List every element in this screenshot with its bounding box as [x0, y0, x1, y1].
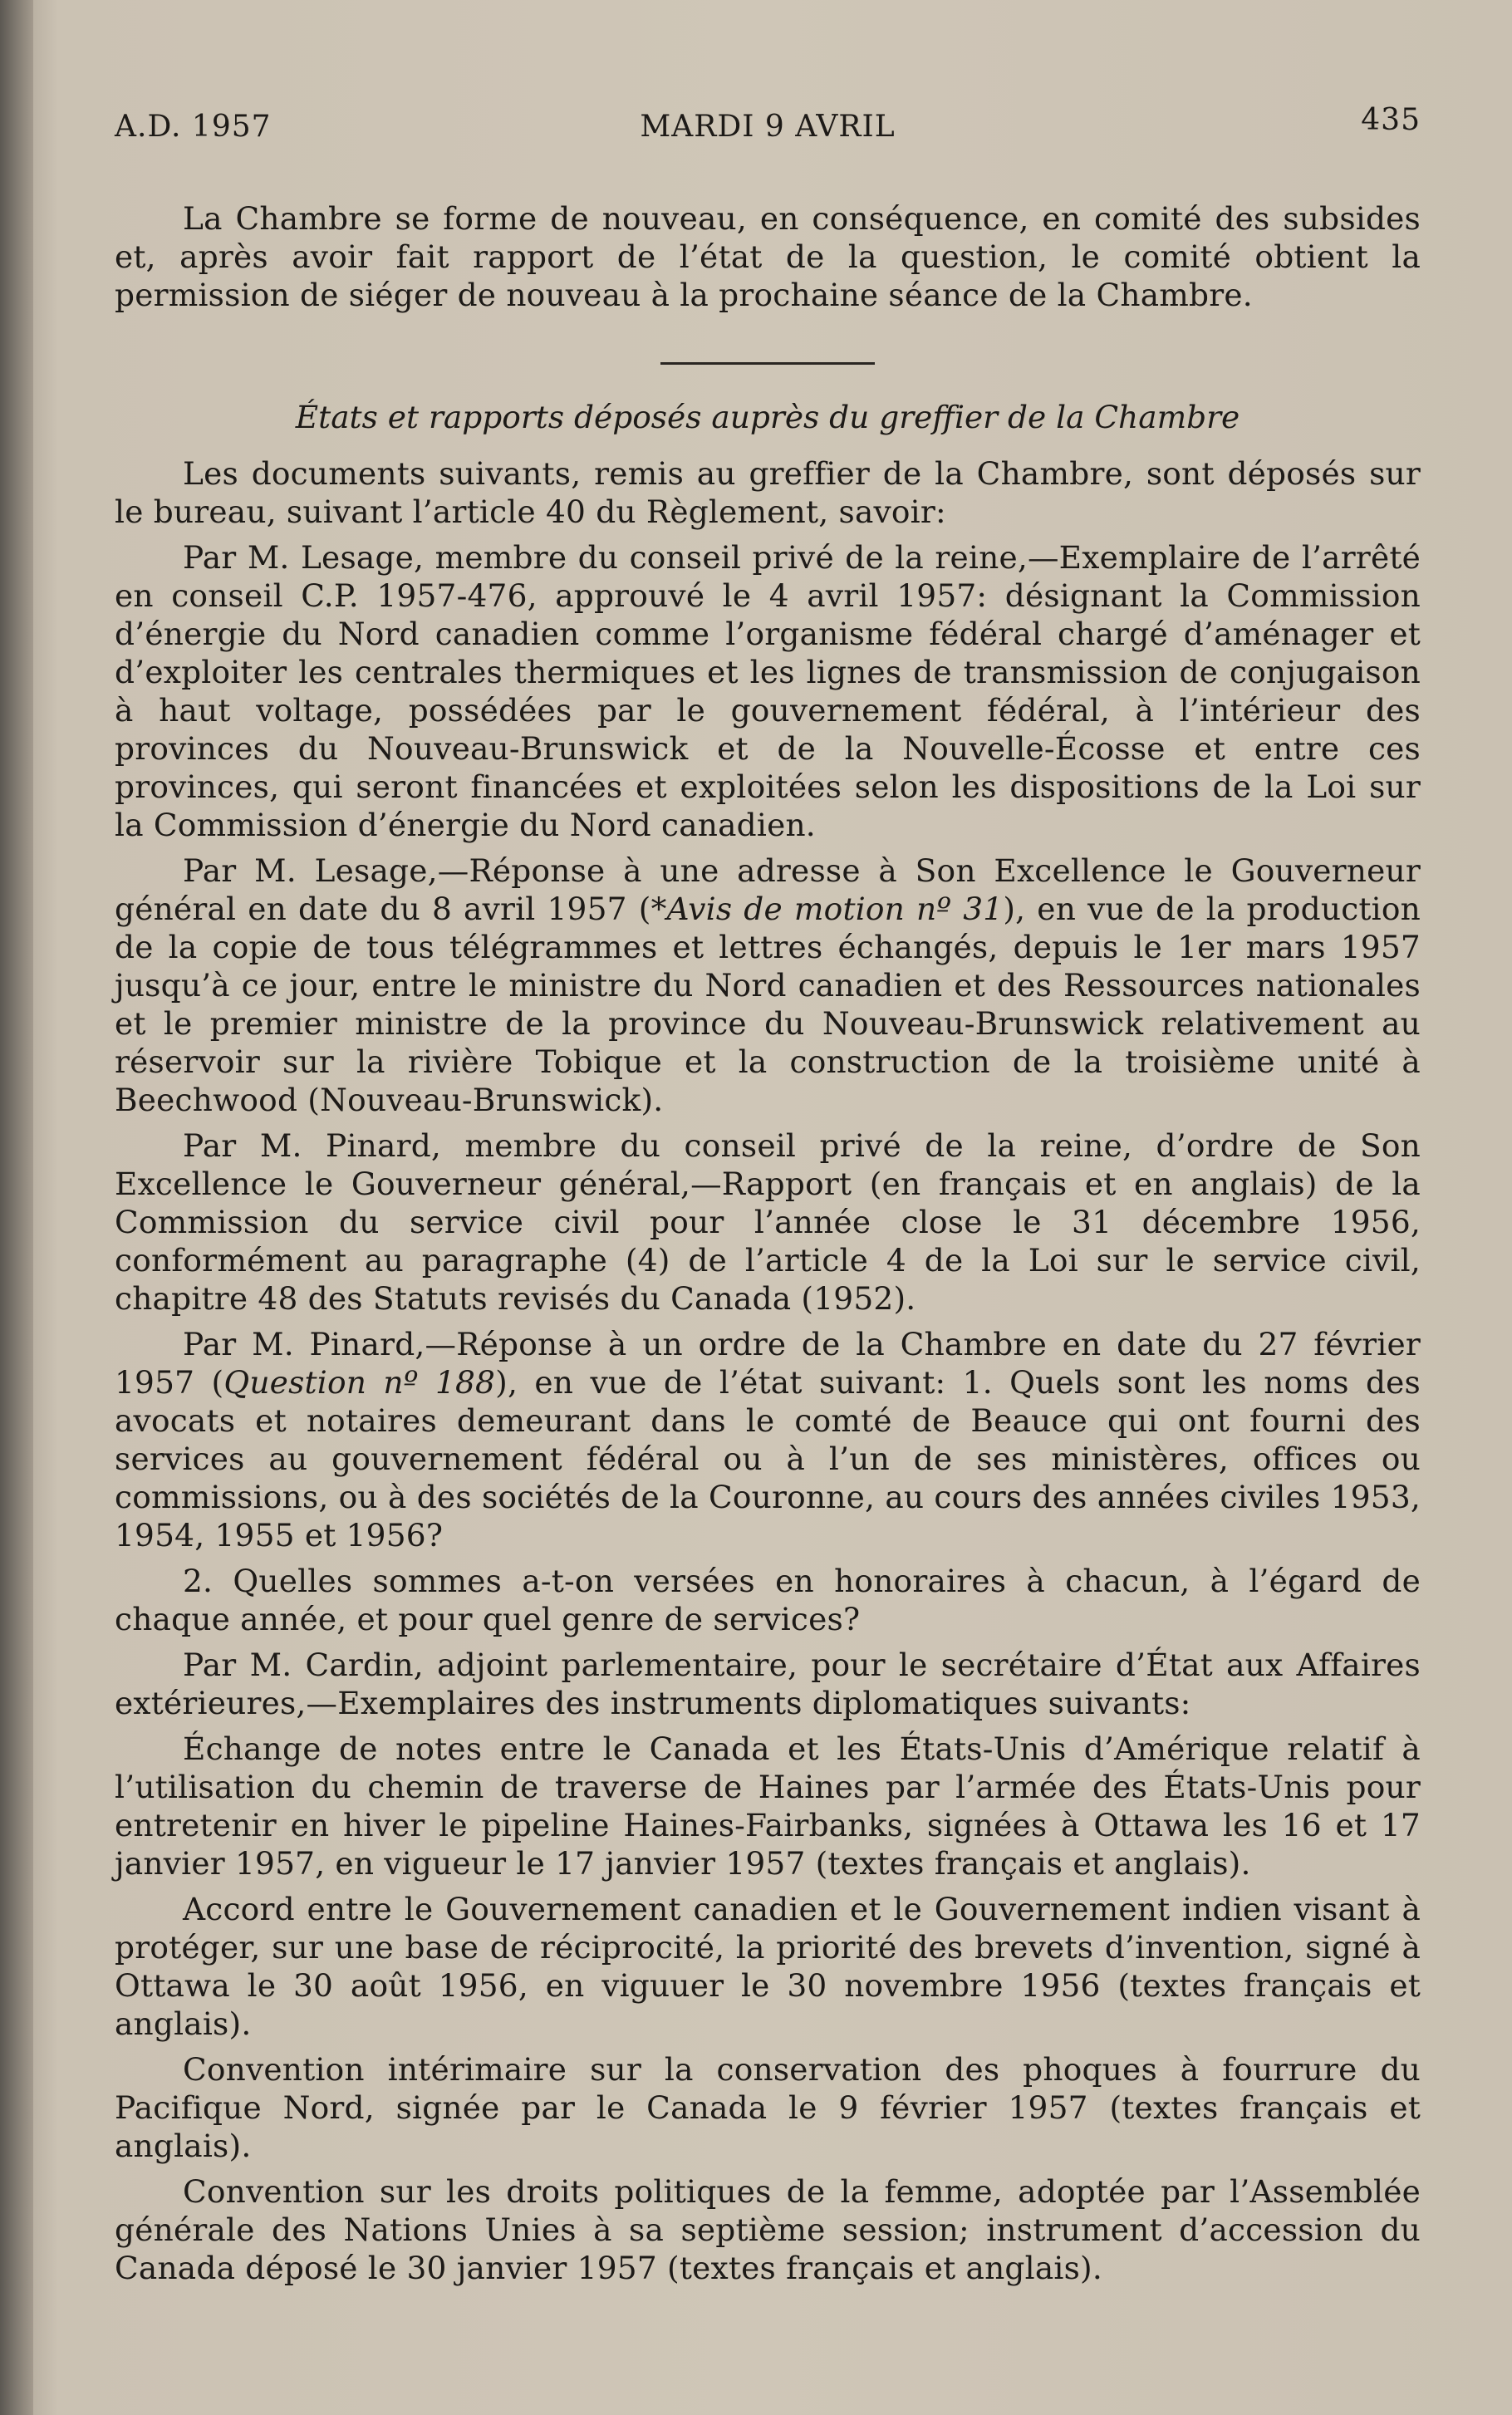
page-number: 435 — [1361, 103, 1421, 137]
header-date: MARDI 9 AVRIL — [640, 110, 896, 144]
book-binding-edge — [0, 0, 33, 2415]
paragraph-cardin: Par M. Cardin, adjoint parlementaire, pour le secrétaire d’État aux Affaires extérieures,—Exemplaires des instruments diplomatiques suivants: — [115, 1647, 1421, 1721]
paragraph-pinard-reponse — [115, 1325, 1421, 1554]
intro-paragraph: La Chambre se forme de nouveau, en conséquence, en comité des subsides et, après avoir fait rapport de l’état de la question, le comité obtient la permission de siéger de nouveau à la prochaine séance de la Chambre. — [115, 200, 1421, 313]
journal-page — [115, 100, 1421, 2287]
section-title: États et rapports déposés auprès du greffier de la Chambre — [295, 399, 1240, 435]
paragraph-documents: Les documents suivants, remis au greffier de la Chambre, sont déposés sur le bureau, suivant l’article 40 du Règlement, savoir: — [115, 455, 1421, 530]
paragraph-convention-phoques: Convention intérimaire sur la conservation des phoques à fourrure du Pacifique Nord, signée par le Canada le 9 février 1957 (textes français et anglais). — [115, 2051, 1421, 2164]
text-span: ), en vue de l’état suivant: 1. Quels sont les noms des avocats et notaires demeurant dans le comté de Beauce qui ont fourni des services au gouvernement fédéral ou à l’un de ses ministères, offices ou commissions, ou à des sociétés de la Couronne, au cours des années civiles 1953, 1954, 1955 et 1956? — [115, 1364, 1421, 1554]
running-head — [115, 100, 1421, 150]
paragraph-convention-femme: Convention sur les droits politiques de la femme, adoptée par l’Assemblée générale des Nations Unies à sa septième session; instrument d’accession du Canada déposé le 30 janvier 1957 (textes français et anglais). — [115, 2173, 1421, 2286]
paragraph-lesage-reponse — [115, 852, 1421, 1119]
italic-reference: Question nº 188 — [223, 1364, 496, 1401]
text-span: ), en vue de la production de la copie de tous télégrammes et lettres échangés, depuis le 1er mars 1957 jusqu’à ce jour, entre le ministre du Nord canadien et des Ressources nationales et le premier ministre de la province du Nouveau-Brunswick relativement au réservoir sur la rivière Tobique et la construction de la troisième unité à Beechwood (Nouveau-Brunswick). — [115, 891, 1421, 1118]
italic-reference: *Avis de motion nº 31 — [650, 891, 1004, 927]
header-year: A.D. 1957 — [115, 110, 272, 144]
paragraph-question-2: 2. Quelles sommes a-t-on versées en honoraires à chacun, à l’égard de chaque année, et pour quel genre de services? — [115, 1563, 1421, 1637]
paragraph-lesage-arrete: Par M. Lesage, membre du conseil privé de la reine,—Exemplaire de l’arrêté en conseil C.P. 1957-476, approuvé le 4 avril 1957: désignant la Commission d’énergie du Nord canadien comme l’organisme fédéral chargé d’aménager et d’exploiter les centrales thermiques et les lignes de transmission de conjugaison à haut voltage, possédées par le gouvernement fédéral, à l’intérieur des provinces du Nouveau-Brunswick et de la Nouvelle-Écosse et entre ces provinces, qui seront financées et exploitées selon les dispositions de la Loi sur la Commission d’énergie du Nord canadien. — [115, 539, 1421, 843]
paragraph-pinard-rapport: Par M. Pinard, membre du conseil privé de la reine, d’ordre de Son Excellence le Gouverneur général,—Rapport (en français et en anglais) de la Commission du service civil pour l’année close le 31 décembre 1956, conformément au paragraphe (4) de l’article 4 de la Loi sur le service civil, chapitre 48 des Statuts revisés du Canada (1952). — [115, 1127, 1421, 1317]
paragraph-echange-notes: Échange de notes entre le Canada et les États-Unis d’Amérique relatif à l’utilisation du chemin de traverse de Haines par l’armée des États-Unis pour entretenir en hiver le pipeline Haines-Fairbanks, signées à Ottawa les 16 et 17 janvier 1957, en vigueur le 17 janvier 1957 (textes français et anglais). — [115, 1730, 1421, 1882]
section-divider — [660, 362, 875, 365]
text-span: Par M. Pinard,—Réponse à un ordre de la Chambre en date du 27 février 1957 ( — [115, 1326, 1421, 1401]
text-span: Par M. Lesage,—Réponse à une adresse à Son Excellence le Gouverneur général en date du 8 avril 1957 ( — [115, 852, 1421, 927]
paragraph-accord-brevets: Accord entre le Gouvernement canadien et le Gouvernement indien visant à protéger, sur une base de réciprocité, la priorité des brevets d’invention, signé à Ottawa le 30 août 1956, en viguuer le 30 novembre 1956 (textes français et anglais). — [115, 1891, 1421, 2042]
